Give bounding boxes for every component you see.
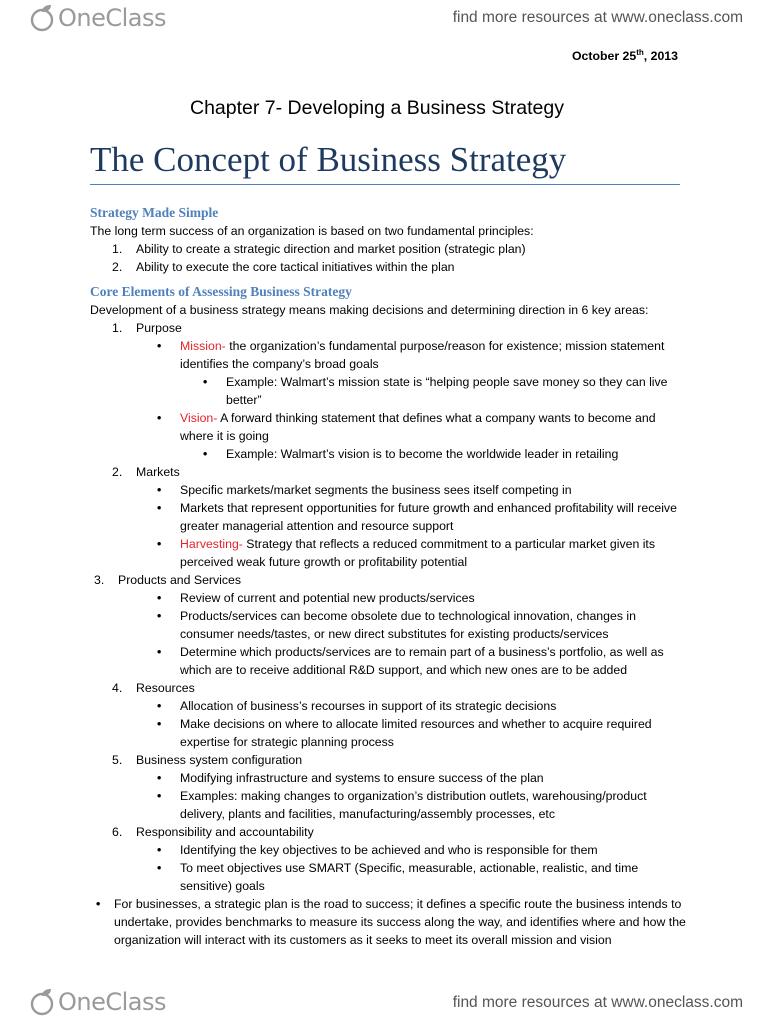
bullet-harvesting: • Harvesting- Strategy that reflects a reduced commitment to a particular market given its perceived weak future growth or profitability potential: [157, 537, 655, 569]
resources-link-footer[interactable]: find more resources at www.oneclass.com: [452, 994, 743, 1011]
bullet: • Examples: making changes to organization’s distribution outlets, warehousing/product delivery, plants and facilities, manufacturing/assembly processes, etc: [157, 789, 647, 821]
section-heading-strategy-made-simple: Strategy Made Simple: [90, 205, 219, 220]
oneclass-sprout-icon: [30, 4, 56, 32]
bullet: • To meet objectives use SMART (Specific, measurable, actionable, realistic, and time sensitive) goals: [157, 861, 639, 893]
bullet: • Products/services can become obsolete due to technological innovation, changes in consumer needs/tastes, or new direct substitutes for existing products/services: [157, 609, 636, 641]
list-item: 1. Ability to create a strategic direction and market position (strategic plan): [112, 242, 526, 256]
bullet: • Identifying the key objectives to be achieved and who is responsible for them: [157, 843, 598, 857]
resources-link[interactable]: find more resources at www.oneclass.com: [452, 9, 743, 26]
list-item-products: 3. Products and Services: [94, 573, 242, 587]
bullet: • Review of current and potential new products/services: [157, 591, 475, 605]
bullet-vision: • Vision- A forward thinking statement that defines what a company wants to become and where it is going: [157, 411, 656, 443]
bullet: • Determine which products/services are to remain part of a business’s portfolio, as well as which are to receive additional R&D support, and which new ones are to be added: [157, 645, 664, 677]
chapter-title: Chapter 7- Developing a Business Strategy: [190, 97, 564, 119]
bullet-mission: • Mission- the organization’s fundamental purpose/reason for existence; mission statement identifies the company’s broad goals: [157, 339, 665, 371]
list-item-purpose: 1. Purpose: [112, 321, 182, 335]
bullet-mission-example: • Example: Walmart’s mission state is “helping people save money so they can live better”: [203, 375, 668, 407]
bullet: • Make decisions on where to allocate limited resources and whether to acquire required expertise for strategic planning process: [157, 717, 652, 749]
section2-intro: Development of a business strategy means making decisions and determining direction in 6 key areas:: [90, 303, 649, 317]
brand-name: OneClass: [58, 988, 167, 1016]
brand-name: OneClass: [58, 4, 167, 32]
bullet: • Markets that represent opportunities for future growth and enhanced profitability will receive greater managerial attention and resource support: [157, 501, 677, 533]
list-item-business-system: 5. Business system configuration: [112, 753, 303, 767]
oneclass-logo[interactable]: [30, 4, 166, 32]
bullet: • Allocation of business’s recourses in support of its strategic decisions: [157, 699, 557, 713]
bullet-closing: • For businesses, a strategic plan is the road to success; it defines a specific route the business intends to undertake, provides benchmarks to measure its success along the way, and identifies where and how the organization will interact with its customers as it seeks to meet its overall mission and vision: [96, 897, 686, 947]
page-title: The Concept of Business Strategy: [90, 140, 567, 179]
bullet-vision-example: • Example: Walmart’s vision is to become the worldwide leader in retailing: [203, 447, 619, 461]
oneclass-sprout-icon: [30, 988, 56, 1016]
list-item-resources: 4. Resources: [112, 681, 195, 695]
bullet: • Modifying infrastructure and systems to ensure success of the plan: [157, 771, 544, 785]
list-item-responsibility: 6. Responsibility and accountability: [112, 825, 314, 839]
section-heading-core-elements: Core Elements of Assessing Business Strategy: [90, 284, 352, 299]
document-body: [90, 204, 690, 949]
document-date: October 25th, 2013: [571, 47, 678, 63]
section1-intro: The long term success of an organization is based on two fundamental principles:: [90, 224, 534, 238]
title-underline: [90, 184, 680, 185]
list-item-markets: 2. Markets: [112, 465, 180, 479]
list-item: 2. Ability to execute the core tactical initiatives within the plan: [112, 260, 455, 274]
oneclass-logo-footer[interactable]: [30, 988, 166, 1016]
bullet: • Specific markets/market segments the business sees itself competing in: [157, 483, 572, 497]
